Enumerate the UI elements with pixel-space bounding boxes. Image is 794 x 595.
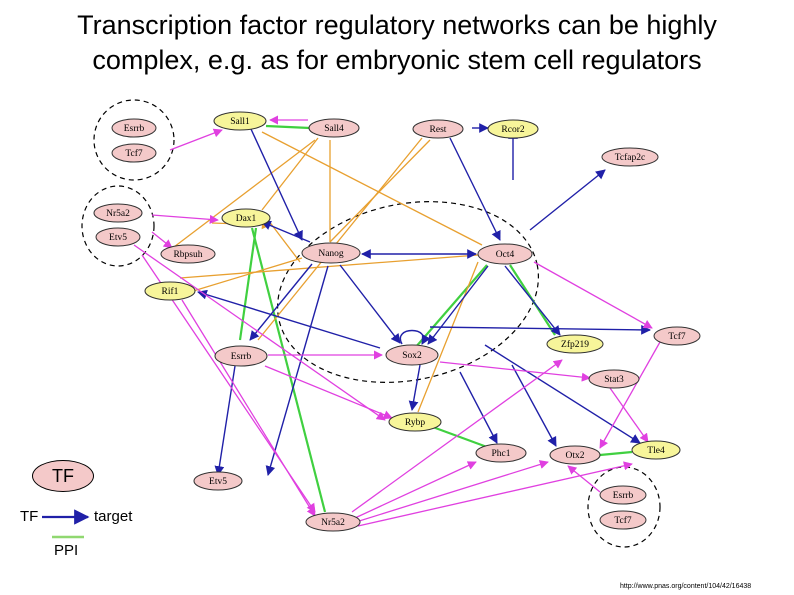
legend-arrow-to: target xyxy=(94,508,133,525)
svg-text:Esrrb: Esrrb xyxy=(612,491,634,501)
node-sox2 xyxy=(386,345,438,365)
svg-text:Zfp219: Zfp219 xyxy=(561,340,589,350)
title-line-2: complex, e.g. as for embryonic stem cell regulators xyxy=(92,45,702,75)
group-core-pluripotency xyxy=(261,178,556,405)
node-rest xyxy=(413,120,463,138)
node-nr5a2-bottom xyxy=(306,513,360,531)
svg-text:Nanog: Nanog xyxy=(318,249,344,259)
node-otx2 xyxy=(550,446,600,464)
svg-text:Nr5a2: Nr5a2 xyxy=(106,209,130,219)
node-sall1 xyxy=(214,112,266,130)
svg-text:Esrrb: Esrrb xyxy=(123,124,145,134)
node-rybp xyxy=(389,413,441,431)
svg-text:Tle4: Tle4 xyxy=(647,446,665,456)
node-esrrb-bottom xyxy=(600,486,646,504)
legend-tf-node xyxy=(32,460,94,492)
svg-text:Sall4: Sall4 xyxy=(324,124,344,134)
node-oct4 xyxy=(478,244,532,264)
node-tcf7-right xyxy=(654,327,700,345)
node-etv5-bottom xyxy=(194,472,242,490)
legend-arrow-from: TF xyxy=(20,508,39,525)
source-url: http://www.pnas.org/content/104/42/16438 xyxy=(620,583,752,590)
svg-text:Etv5: Etv5 xyxy=(209,477,227,487)
svg-text:Phc1: Phc1 xyxy=(491,449,511,459)
svg-text:Oct4: Oct4 xyxy=(495,250,515,260)
svg-text:Rcor2: Rcor2 xyxy=(501,125,525,135)
legend-graphics xyxy=(42,517,88,537)
node-tle4 xyxy=(632,441,680,459)
group-outlines xyxy=(82,100,660,547)
svg-text:Dax1: Dax1 xyxy=(235,214,257,224)
node-nr5a2-top xyxy=(94,204,142,222)
svg-text:Tcfap2c: Tcfap2c xyxy=(614,153,646,163)
node-tcfap2c xyxy=(602,148,658,166)
svg-text:Stat3: Stat3 xyxy=(604,375,624,385)
node-rbpsuh xyxy=(161,245,215,263)
svg-text:Sall1: Sall1 xyxy=(230,117,250,127)
svg-text:Rbpsuh: Rbpsuh xyxy=(173,250,203,260)
node-esrrb-mid xyxy=(215,346,267,366)
node-tcf7-top xyxy=(112,144,156,162)
group-esrrb-tcf7-top xyxy=(94,100,174,180)
svg-text:Rif1: Rif1 xyxy=(161,287,179,297)
svg-text:Etv5: Etv5 xyxy=(109,233,127,243)
network-nodes xyxy=(94,112,700,531)
node-rif1 xyxy=(145,282,195,300)
svg-text:Sox2: Sox2 xyxy=(402,351,422,361)
node-phc1 xyxy=(476,444,526,462)
node-dax1 xyxy=(222,209,270,227)
node-tcf7-bottom xyxy=(600,511,646,529)
node-rcor2 xyxy=(488,120,538,138)
node-esrrb-top xyxy=(112,119,156,137)
group-nr5a2-etv5-top xyxy=(82,186,154,266)
activation-edges xyxy=(134,120,660,526)
legend-ppi: PPI xyxy=(54,542,79,559)
svg-text:Tcf7: Tcf7 xyxy=(668,332,686,342)
svg-text:Otx2: Otx2 xyxy=(565,451,585,461)
node-nanog xyxy=(302,243,360,263)
node-sall4 xyxy=(309,119,359,137)
node-zfp219 xyxy=(547,335,603,353)
svg-text:Esrrb: Esrrb xyxy=(230,352,252,362)
svg-text:Tcf7: Tcf7 xyxy=(125,149,143,159)
svg-text:Nr5a2: Nr5a2 xyxy=(321,518,345,528)
group-esrrb-tcf7-bottom xyxy=(588,467,660,547)
legend-tf-label: TF xyxy=(52,465,74,486)
node-stat3 xyxy=(589,370,639,388)
svg-text:Tcf7: Tcf7 xyxy=(614,516,632,526)
node-etv5-top xyxy=(96,228,140,246)
svg-text:Rybp: Rybp xyxy=(404,418,426,428)
svg-text:Rest: Rest xyxy=(429,125,447,135)
title-line-1: Transcription factor regulatory networks can be highly xyxy=(77,10,717,40)
